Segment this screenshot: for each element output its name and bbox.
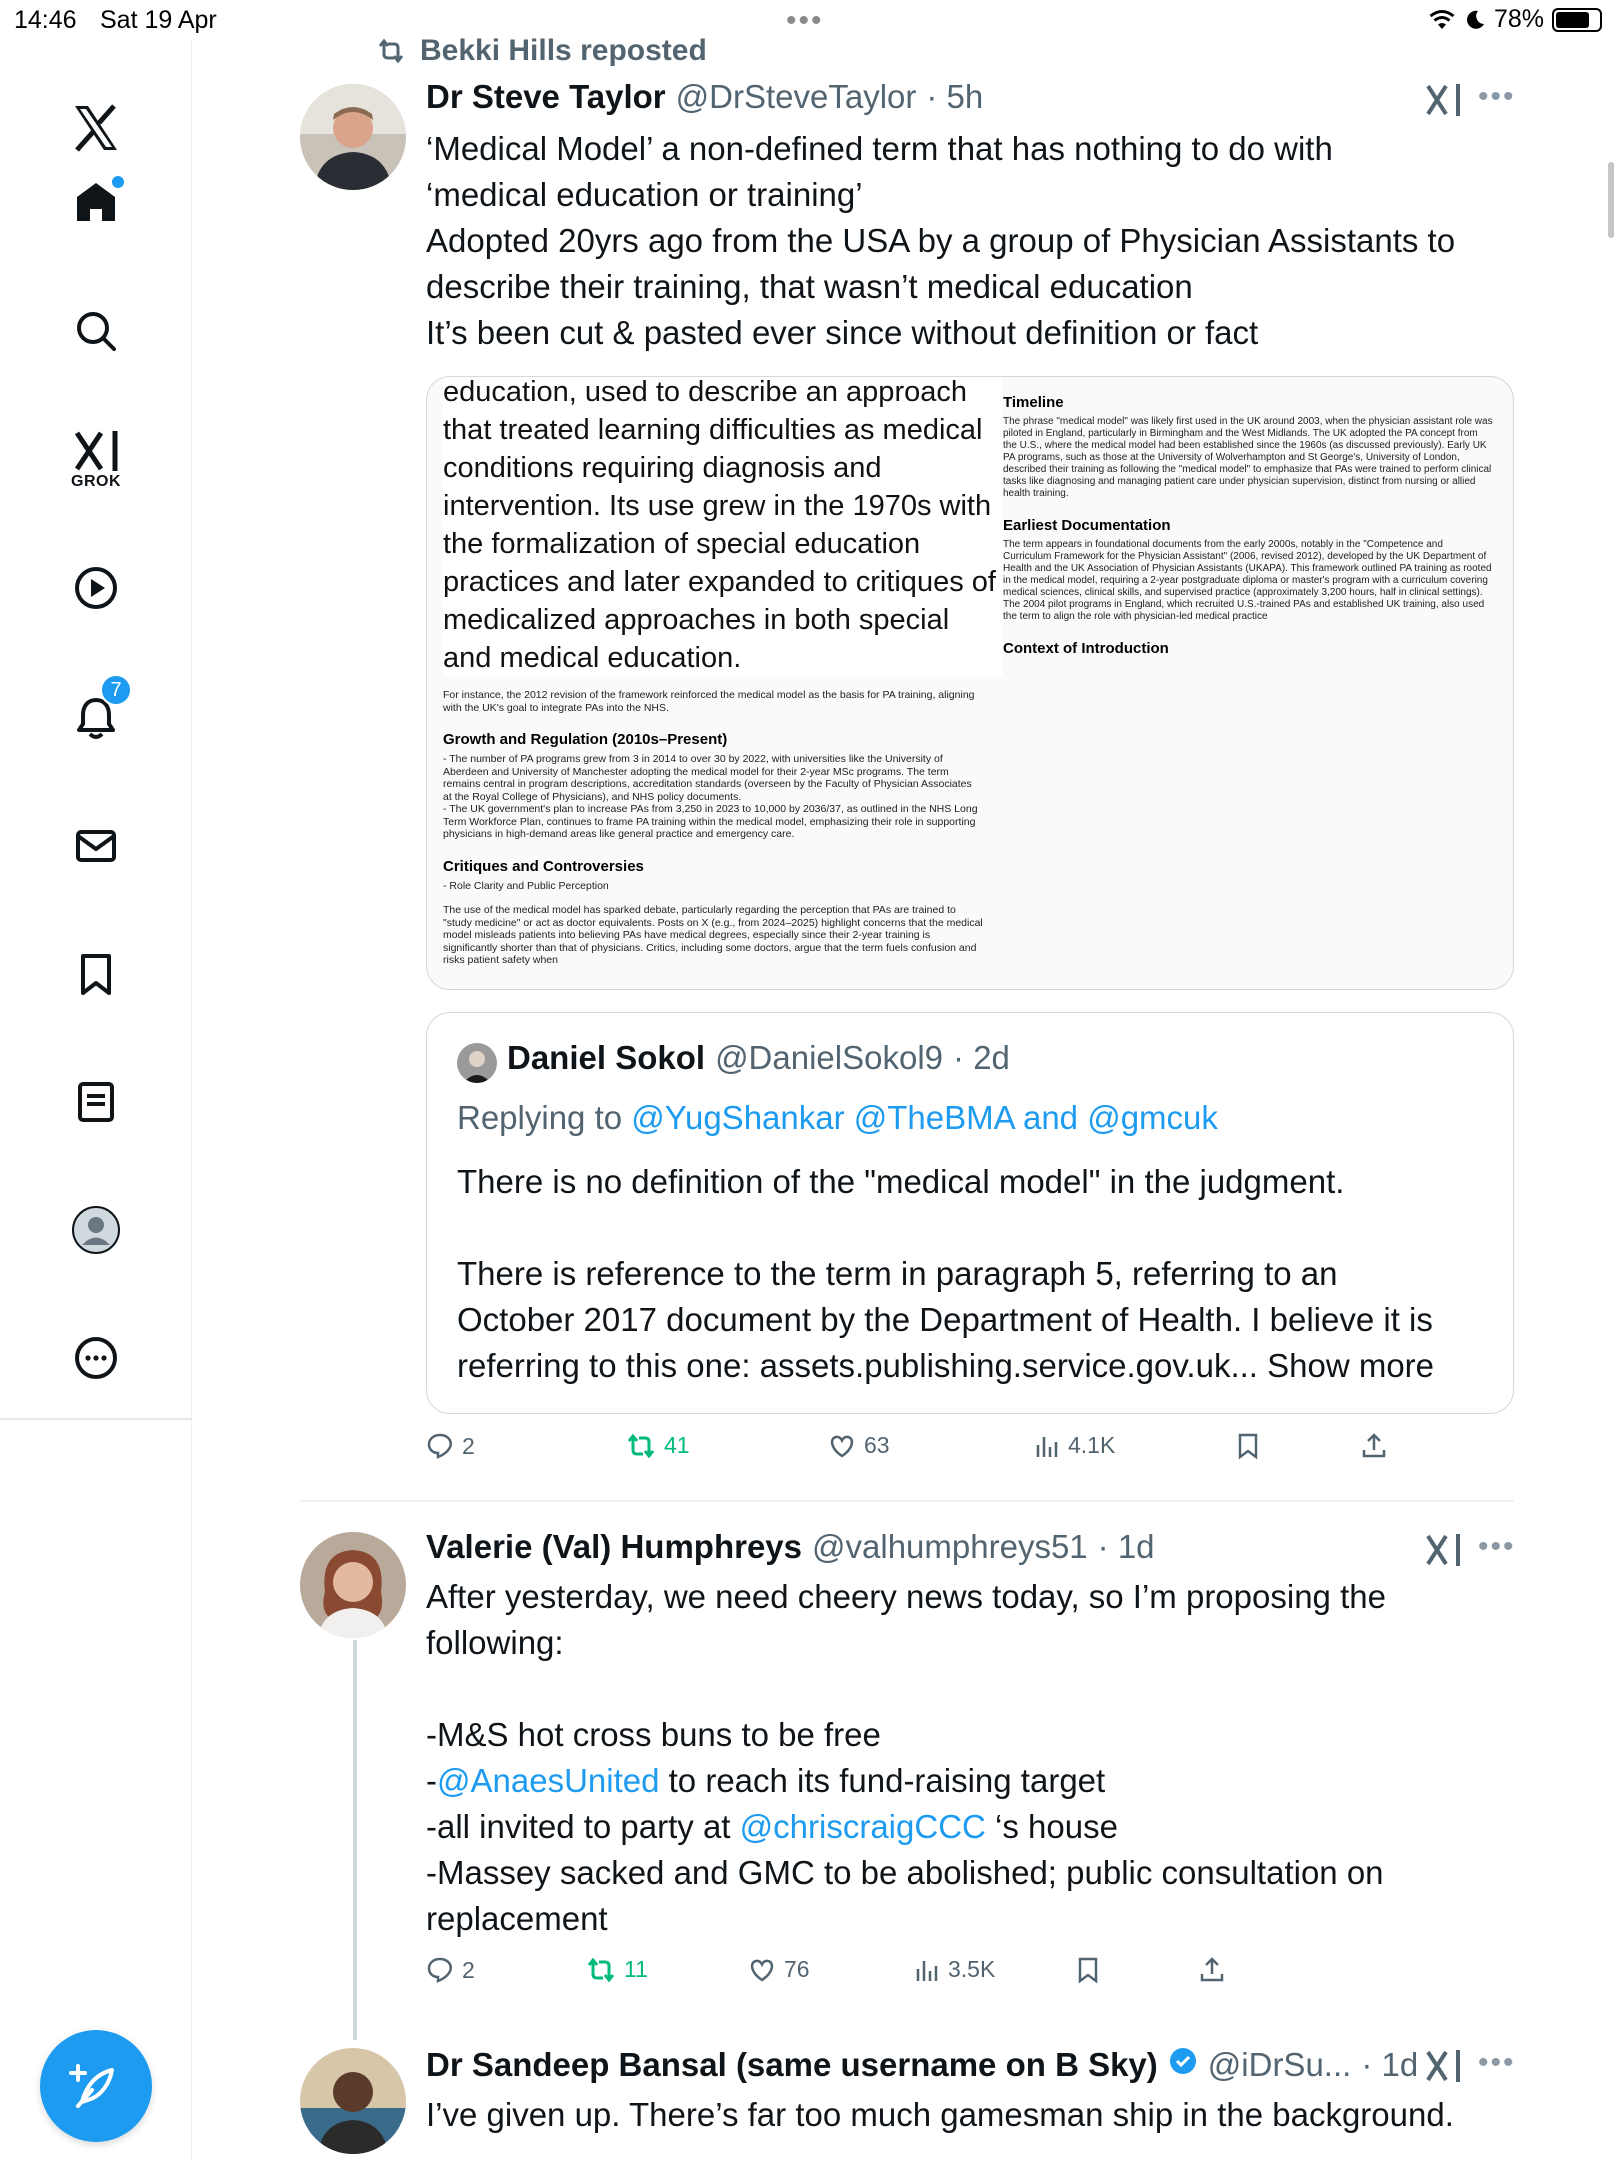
media-heading: Growth and Regulation (2010s–Present)	[443, 731, 728, 748]
multitask-dots[interactable]: •••	[786, 4, 824, 37]
repost-label[interactable]: Bekki Hills reposted	[420, 34, 707, 67]
views-button[interactable]	[1034, 1432, 1115, 1459]
text-fragment: ‘s house	[985, 1808, 1118, 1845]
post-text-line: ‘Medical Model’ a non-defined term that has nothing to do with	[426, 130, 1333, 167]
replying-to-handles[interactable]: @YugShankar @TheBMA and @gmcuk	[631, 1099, 1218, 1136]
media-big-text: education, used to describe an approach that treated learning difficulties as medical conditions requiring diagnosis and intervention. Its use grew in the 1970s with the formalization of special education practices and later expanded to critiques of medicalized approaches in both special and medical education.	[443, 376, 1003, 677]
repost-count: 11	[624, 1956, 648, 1982]
post-divider	[300, 1500, 1514, 1502]
post-time[interactable]: · 1d	[1361, 2046, 1419, 2083]
share-button[interactable]	[1360, 1432, 1388, 1460]
avatar[interactable]	[300, 1532, 406, 1638]
avatar[interactable]	[300, 2048, 406, 2154]
heart-icon	[748, 1957, 776, 1983]
views-chart-icon	[914, 1957, 940, 1983]
like-button[interactable]	[748, 1956, 810, 1983]
post-text-line: Adopted 20yrs ago from the USA by a group of Physician Assistants to	[426, 222, 1456, 259]
mention-link[interactable]: @chriscraigCCC	[739, 1808, 986, 1845]
post-header	[426, 2046, 1418, 2084]
author-handle[interactable]: @valhumphreys51	[812, 1528, 1088, 1565]
quoted-text-line: There is reference to the term in paragraph 5, referring to an	[457, 1255, 1338, 1292]
share-icon	[1198, 1956, 1226, 1984]
author-name[interactable]: Dr Sandeep Bansal (same username on B Sky)	[426, 2046, 1158, 2083]
share-button[interactable]	[1198, 1956, 1226, 1984]
repost-icon	[376, 39, 406, 63]
repost-count: 41	[664, 1432, 690, 1458]
quoted-time[interactable]: · 2d	[953, 1039, 1010, 1076]
status-date: Sat 19 Apr	[100, 6, 217, 34]
post-text-line: -M&S hot cross buns to be free	[426, 1716, 881, 1753]
media-paragraph: For instance, the 2012 revision of the framework reinforced the medical model as the basis for PA training, aligning with the UK's goal to integrate PAs into the NHS.	[443, 689, 975, 714]
share-icon	[1360, 1432, 1388, 1460]
author-name[interactable]: Valerie (Val) Humphreys	[426, 1528, 803, 1565]
bookmark-icon	[1236, 1432, 1260, 1460]
post-time[interactable]: · 1d	[1097, 1528, 1155, 1565]
like-count: 76	[784, 1956, 810, 1982]
compose-feather-icon	[66, 2056, 126, 2116]
quoted-replying-to	[457, 1099, 1218, 1137]
quoted-text-line: referring to this one: assets.publishing.service.gov.uk... Show more	[457, 1347, 1435, 1384]
home-unread-dot	[112, 176, 124, 188]
more-options-icon[interactable]: •••	[1478, 2046, 1516, 2079]
grok-icon[interactable]	[1424, 80, 1464, 120]
author-name[interactable]: Dr Steve Taylor	[426, 78, 666, 115]
media-heading: Critiques and Controversies	[443, 857, 644, 875]
grok-icon[interactable]	[1424, 1530, 1464, 1570]
sidebar-divider	[0, 1418, 192, 1420]
reply-count: 2	[462, 1432, 475, 1459]
post-header	[426, 1528, 1155, 1566]
like-button[interactable]	[828, 1432, 890, 1459]
media-paragraph: - The number of PA programs grew from 3 in 2014 to over 30 by 2022, with universities like the University of Aberdeen and University of Manchester adopting the medical model for their 2-year MSc programs. The term remains central in program descriptions, accreditation standards (overseen by the Faculty of Physician Associates at the Royal College of Physicians), and NHS policy documents.	[443, 753, 972, 803]
media-heading: Timeline	[1003, 394, 1064, 411]
quoted-header	[507, 1039, 1010, 1077]
bookmarks-icon[interactable]	[58, 936, 134, 1012]
profile-icon[interactable]	[58, 1192, 134, 1268]
views-button[interactable]	[914, 1956, 995, 1983]
like-count: 63	[864, 1432, 890, 1458]
author-handle[interactable]: @DrSteveTaylor	[675, 78, 917, 115]
compose-button[interactable]	[40, 2030, 152, 2142]
media-paragraph: The term appears in foundational documents from the early 2000s, notably in the "Competence and Curriculum Framework for the Physician Assistant" (2006, revised 2012), developed by the UK Department of Health and the UK Association of Physician Assistants (UKAPA). This framework outlined PA training as rooted in the medical model, requiring a 2-year postgraduate diploma or master's program with a curriculum covering medical sciences, clinical skills, and supervised practice (approximately 3,200 hours, half in clinical settings). The 2004 pilot programs in England, which recruited U.S.-trained PAs and established UK training, also used the term to align the role with physician-led medical practice	[1003, 539, 1492, 622]
video-icon[interactable]	[58, 550, 134, 626]
views-chart-icon	[1034, 1433, 1060, 1459]
more-options-icon[interactable]: •••	[1478, 1530, 1516, 1563]
views-count: 4.1K	[1068, 1432, 1116, 1458]
media-doc-right	[1003, 389, 1493, 662]
reply-button[interactable]	[426, 1956, 475, 1984]
x-logo-icon[interactable]	[58, 90, 134, 166]
quoted-post[interactable]	[426, 1012, 1514, 1414]
post-text-line: replacement	[426, 1900, 608, 1937]
avatar[interactable]	[300, 84, 406, 190]
repost-icon	[586, 1957, 616, 1983]
post-text-line: I’ve given up. There’s far too much gamesman ship in the background.	[426, 2096, 1454, 2133]
sidebar	[0, 40, 192, 2160]
post-actions	[426, 1956, 1426, 1996]
scrollbar[interactable]	[1608, 162, 1614, 238]
reply-icon	[426, 1432, 454, 1460]
media-paragraph: The phrase "medical model" was likely first used in the UK around 2003, when the physician assistant role was piloted in England, particularly in Birmingham and the West Midlands. The UK adopted the PA concept from the U.S., where the medical model had been established since the 1960s (as discussed previously). Early UK PA programs, such as those at the University of Wolverhampton and St George's, University of London, described their training as following the "medical model" to emphasize that PAs were trained to perform clinical tasks like diagnosing and managing patient care under physician supervision, distinct from nursing or allied health training.	[1003, 416, 1493, 499]
search-icon[interactable]	[58, 293, 134, 369]
more-icon[interactable]	[58, 1320, 134, 1396]
repost-indicator	[376, 34, 707, 68]
post-text	[426, 2092, 1506, 2138]
quoted-text-line: October 2017 document by the Department of Health. I believe it is	[457, 1301, 1433, 1338]
media-subheading: - Role Clarity and Public Perception	[443, 879, 609, 892]
home-icon[interactable]	[58, 164, 134, 240]
post-time[interactable]: · 5h	[926, 78, 984, 115]
post-text-line: describe their training, that wasn’t medical education	[426, 268, 1193, 305]
reply-button[interactable]	[426, 1432, 475, 1460]
reply-icon	[426, 1956, 454, 1984]
notifications-badge: 7	[100, 674, 132, 706]
notifications-icon[interactable]	[58, 680, 134, 756]
media-paragraph: - The UK government's plan to increase PAs from 3,250 in 2023 to 10,000 by 2036/37, as outlined in the NHS Long Term Workforce Plan, continues to frame PA training within the medical model, emphasizing their role in supporting physicians in high-demand areas like general practice and emergency care.	[443, 803, 978, 840]
quoted-avatar[interactable]	[457, 1043, 497, 1083]
more-options-icon[interactable]: •••	[1478, 80, 1516, 113]
bookmark-icon	[1076, 1956, 1100, 1984]
quoted-text	[457, 1159, 1497, 1389]
bookmark-button[interactable]	[1076, 1956, 1100, 1984]
grok-label: GROK	[71, 473, 121, 490]
post-text-line: ‘medical education or training’	[426, 176, 863, 213]
text-fragment: to reach its fund-raising target	[659, 1762, 1106, 1799]
media-heading: Context of Introduction	[1003, 640, 1169, 657]
lists-icon[interactable]	[58, 1064, 134, 1140]
heart-icon	[828, 1433, 856, 1459]
grok-icon[interactable]	[58, 422, 134, 498]
quoted-text-line: There is no definition of the "medical model" in the judgment.	[457, 1163, 1345, 1200]
quoted-author-handle[interactable]: @DanielSokol9	[715, 1039, 944, 1076]
status-time: 14:46	[14, 6, 77, 34]
post-text	[426, 126, 1506, 356]
mention-link[interactable]: @AnaesUnited	[437, 1762, 660, 1799]
text-fragment: -	[426, 1762, 437, 1799]
post-media-image[interactable]	[426, 376, 1514, 990]
post-actions	[426, 1432, 1426, 1472]
replying-to-label: Replying to	[457, 1099, 623, 1136]
repost-button[interactable]	[586, 1956, 648, 1983]
repost-button[interactable]	[626, 1432, 690, 1459]
thread-connector	[353, 1640, 357, 2040]
views-count: 3.5K	[948, 1956, 996, 1982]
post-text-line: following:	[426, 1624, 564, 1661]
media-doc-left	[443, 689, 983, 967]
post-header	[426, 78, 983, 116]
author-handle[interactable]: @iDrSu...	[1207, 2046, 1352, 2083]
post-text-line: It’s been cut & pasted ever since without definition or fact	[426, 314, 1259, 351]
post-text-line: After yesterday, we need cheery news today, so I’m proposing the	[426, 1578, 1386, 1615]
grok-icon[interactable]	[1424, 2046, 1464, 2086]
media-paragraph: The use of the medical model has sparked debate, particularly regarding the perception that PAs are trained to "study medicine" or act as doctor equivalents. Posts on X (e.g., from 2024–2025) highlight concerns that the medical model misleads patients into believing PAs have medical degrees, especially since their 2-year training is significantly shorter than that of physicians. Critics, including some doctors, argue that the term fuels confusion and risks patient safety when	[443, 904, 983, 966]
repost-icon	[626, 1433, 656, 1459]
battery-percent: 78%	[1493, 5, 1544, 33]
reply-count: 2	[462, 1956, 475, 1983]
post-text-line: -Massey sacked and GMC to be abolished; public consultation on	[426, 1854, 1384, 1891]
media-heading: Earliest Documentation	[1003, 517, 1171, 534]
verified-badge-icon	[1168, 2046, 1198, 2076]
quoted-author-name[interactable]: Daniel Sokol	[507, 1039, 706, 1076]
messages-icon[interactable]	[58, 808, 134, 884]
bookmark-button[interactable]	[1236, 1432, 1260, 1460]
text-fragment: -all invited to party at	[426, 1808, 740, 1845]
post-text	[426, 1574, 1506, 1942]
